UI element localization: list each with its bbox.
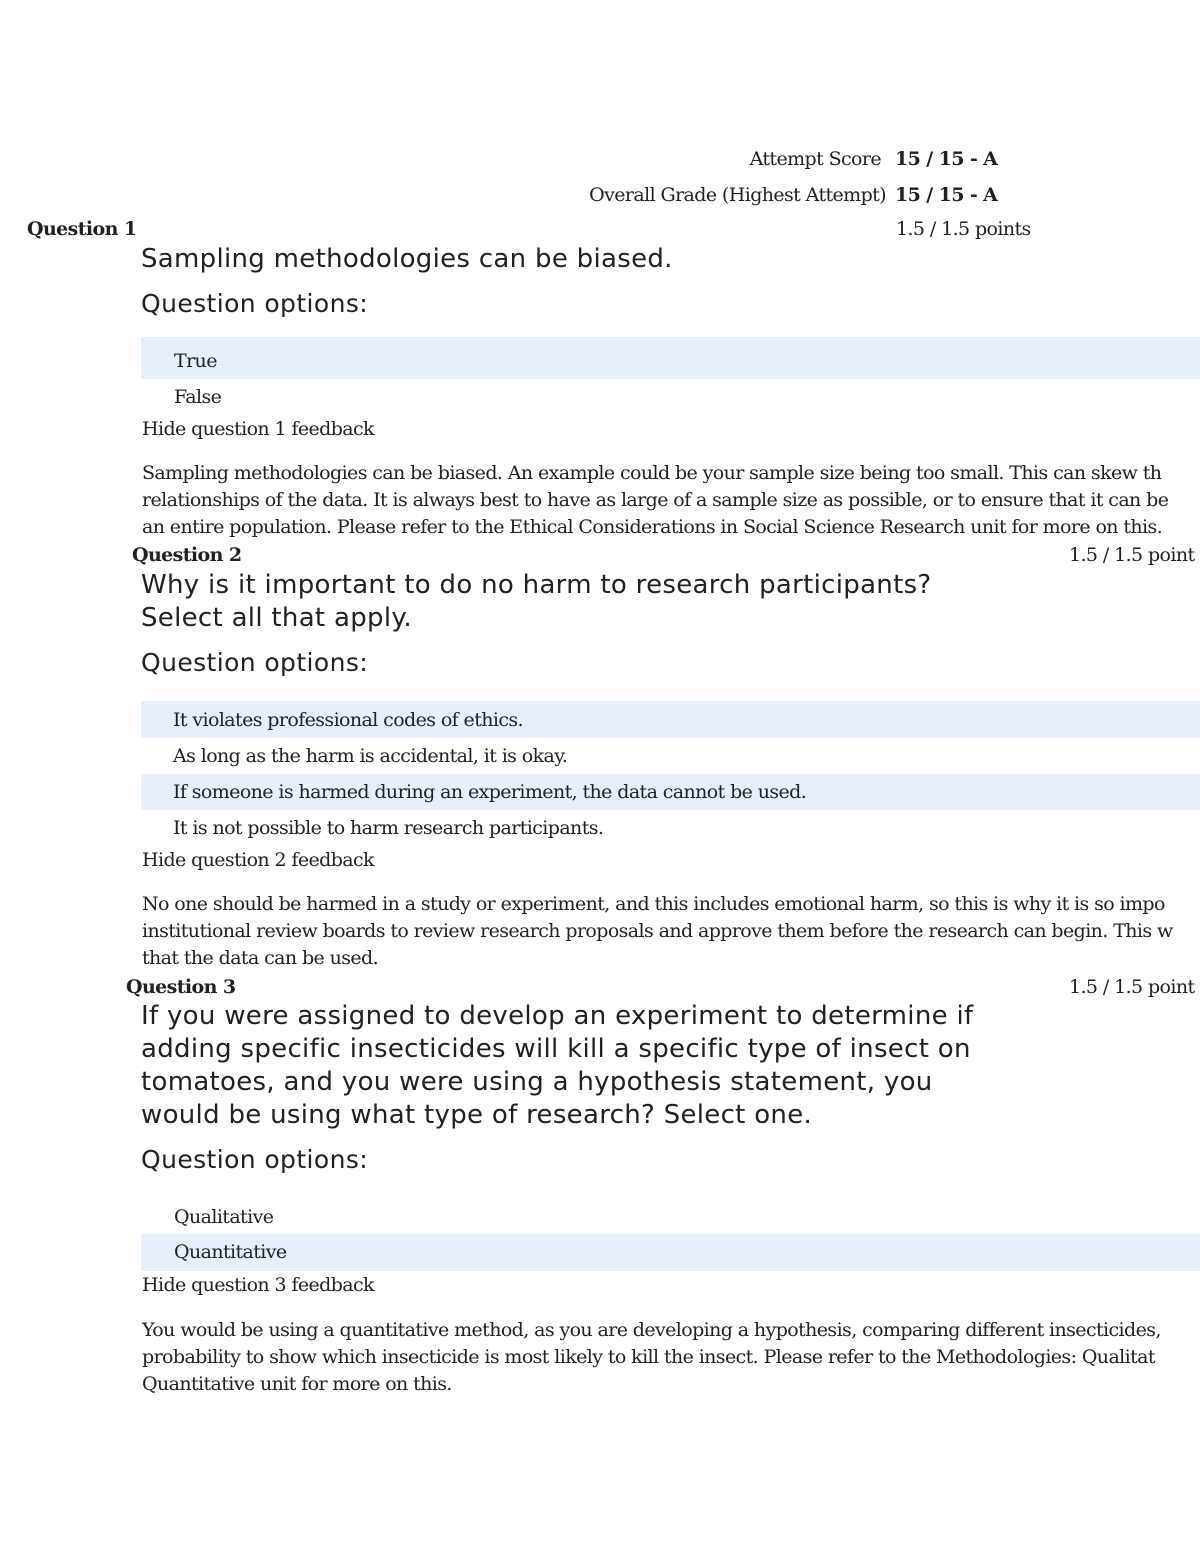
option-data-cannot-be-used[interactable]: If someone is harmed during an experiment, the data cannot be used. xyxy=(173,781,807,803)
attempt-score-label: Attempt Score xyxy=(749,148,881,170)
feedback-line: No one should be harmed in a study or experiment, and this includes emotional harm, so this is why it is so impo xyxy=(142,893,1165,915)
overall-grade-value: 15 / 15 - A xyxy=(895,184,998,206)
question-3-prompt-line: tomatoes, and you were using a hypothesis statement, you xyxy=(141,1067,933,1097)
question-2-options-heading: Question options: xyxy=(141,648,369,677)
option-qualitative[interactable]: Qualitative xyxy=(174,1206,274,1228)
feedback-line: Quantitative unit for more on this. xyxy=(142,1373,452,1395)
feedback-line: You would be using a quantitative method, as you are developing a hypothesis, comparing different insecticides, xyxy=(142,1319,1161,1341)
option-true[interactable]: True xyxy=(174,350,217,372)
feedback-line: relationships of the data. It is always best to have as large of a sample size as possible, or to ensure that it can be xyxy=(142,489,1169,511)
hide-question-3-feedback-link[interactable]: Hide question 3 feedback xyxy=(142,1274,374,1296)
feedback-line: probability to show which insecticide is most likely to kill the insect. Please refer to the Methodologies: Qualitat xyxy=(142,1346,1155,1368)
hide-question-2-feedback-link[interactable]: Hide question 2 feedback xyxy=(142,849,374,871)
feedback-line: institutional review boards to review research proposals and approve them before the research can begin. This w xyxy=(142,920,1173,942)
selected-option-highlight xyxy=(141,337,1200,379)
question-1-feedback xyxy=(142,460,1168,541)
question-3-title: Question 3 xyxy=(126,976,236,998)
feedback-line: Sampling methodologies can be biased. An example could be your sample size being too small. This can skew th xyxy=(142,462,1162,484)
overall-grade-label: Overall Grade (Highest Attempt) xyxy=(589,184,886,206)
question-1-prompt-line: Sampling methodologies can be biased. xyxy=(141,244,673,274)
feedback-line: an entire population. Please refer to the Ethical Considerations in Social Science Research unit for more on this. xyxy=(142,516,1163,538)
question-1-points: 1.5 / 1.5 points xyxy=(896,218,1031,240)
option-quantitative[interactable]: Quantitative xyxy=(174,1241,287,1263)
selected-option-highlight xyxy=(141,1234,1200,1271)
question-1-title: Question 1 xyxy=(27,218,137,240)
feedback-line: that the data can be used. xyxy=(142,947,379,969)
question-2-feedback xyxy=(142,891,1173,972)
question-3-points: 1.5 / 1.5 point xyxy=(1069,976,1195,998)
question-3-prompt-line: would be using what type of research? Select one. xyxy=(141,1100,813,1130)
option-violates-codes[interactable]: It violates professional codes of ethics. xyxy=(173,709,523,731)
option-not-possible-to-harm[interactable]: It is not possible to harm research participants. xyxy=(173,817,604,839)
question-2-points: 1.5 / 1.5 point xyxy=(1069,544,1195,566)
question-3-feedback xyxy=(142,1317,1161,1398)
hide-question-1-feedback-link[interactable]: Hide question 1 feedback xyxy=(142,418,374,440)
question-3-prompt-line: adding specific insecticides will kill a specific type of insect on xyxy=(141,1034,971,1064)
option-false[interactable]: False xyxy=(174,386,222,408)
question-3-options-heading: Question options: xyxy=(141,1145,369,1174)
question-1-options-heading: Question options: xyxy=(141,289,369,318)
question-3-prompt xyxy=(141,1000,973,1132)
attempt-score-value: 15 / 15 - A xyxy=(895,148,998,170)
question-1-prompt xyxy=(141,243,673,276)
question-2-prompt xyxy=(141,569,932,635)
question-3-prompt-line: If you were assigned to develop an experiment to determine if xyxy=(141,1001,974,1031)
question-2-prompt-line: Select all that apply. xyxy=(141,603,412,633)
question-2-prompt-line: Why is it important to do no harm to research participants? xyxy=(141,570,932,600)
option-accidental-harm[interactable]: As long as the harm is accidental, it is okay. xyxy=(173,745,568,767)
question-2-title: Question 2 xyxy=(132,544,242,566)
